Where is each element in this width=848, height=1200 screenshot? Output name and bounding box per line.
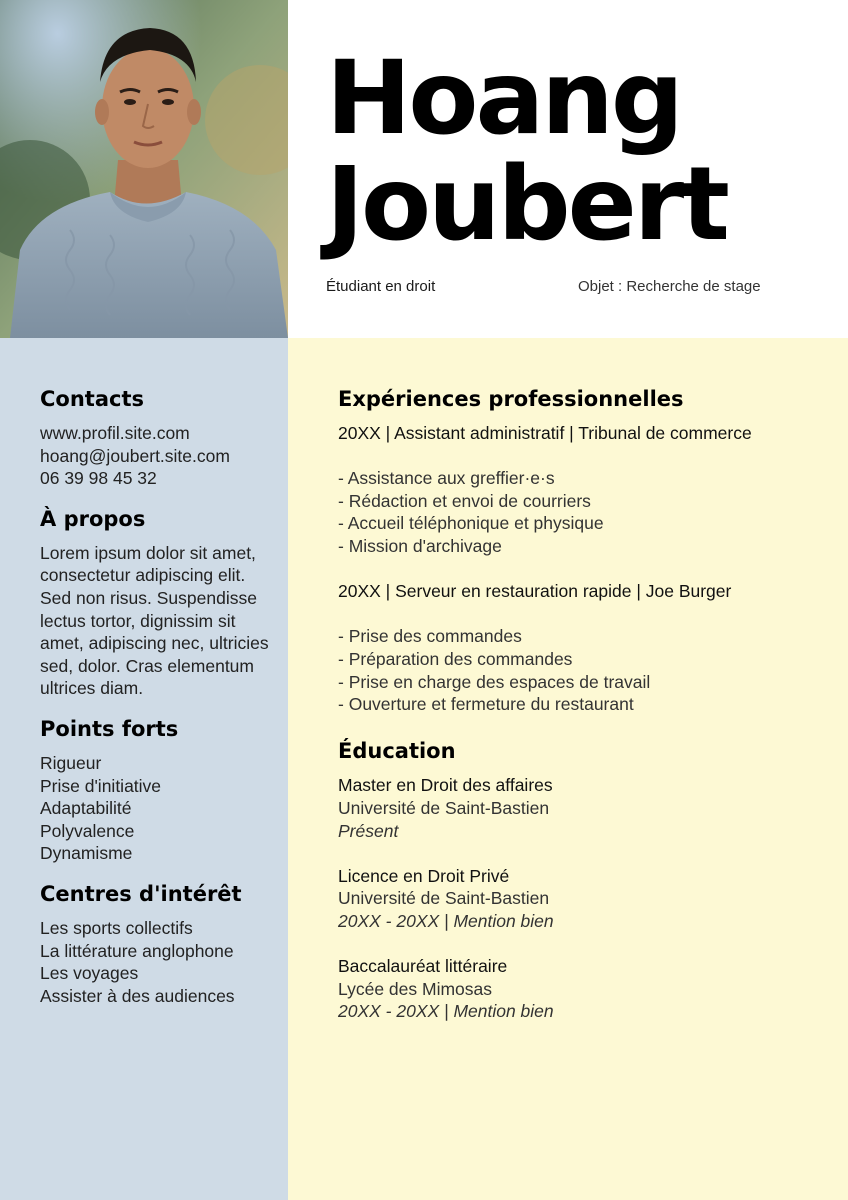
education-entry	[338, 774, 818, 842]
education-title: Éducation	[338, 739, 456, 764]
list-item: Les voyages	[40, 963, 139, 984]
about-title: À propos	[40, 506, 146, 531]
list-item: - Préparation des commandes	[338, 648, 818, 671]
list-item: - Assistance aux greffier·e·s	[338, 467, 818, 490]
contact-email[interactable]: hoang@joubert.site.com	[40, 445, 230, 466]
list-item: Dynamisme	[40, 843, 133, 864]
list-item: - Prise des commandes	[338, 625, 818, 648]
education-entry	[338, 865, 818, 933]
list-item: - Ouverture et fermeture du restaurant	[338, 693, 818, 716]
education-entry	[338, 955, 818, 1023]
contacts-title: Contacts	[40, 387, 144, 411]
job-heading: 20XX | Serveur en restauration rapide | Joe Burger	[338, 581, 732, 602]
job-heading: 20XX | Assistant administratif | Tribunal de commerce	[338, 423, 752, 443]
degree: Master en Droit des affaires	[338, 775, 553, 796]
school: Université de Saint-Bastien	[338, 888, 550, 909]
interests-title: Centres d'intérêt	[40, 881, 242, 906]
period: Présent	[338, 820, 399, 841]
strengths-title: Points forts	[40, 716, 179, 741]
period: 20XX - 20XX | Mention bien	[338, 910, 554, 931]
contact-website[interactable]: www.profil.site.com	[40, 423, 190, 443]
interests-list	[40, 917, 270, 1007]
list-item: Prise d'initiative	[40, 775, 162, 796]
list-item: - Accueil téléphonique et physique	[338, 512, 818, 535]
list-item: - Prise en charge des espaces de travail	[338, 671, 818, 694]
education-section	[338, 738, 818, 1023]
list-item: Rigueur	[40, 752, 102, 773]
list-item: - Rédaction et envoi de courriers	[338, 490, 818, 513]
list-item: La littérature anglophone	[40, 940, 234, 961]
list-item: Adaptabilité	[40, 798, 132, 819]
contact-phone: 06 39 98 45 32	[40, 468, 157, 489]
school: Université de Saint-Bastien	[338, 797, 550, 818]
degree: Licence en Droit Privé	[338, 865, 510, 886]
full-name	[326, 39, 727, 264]
degree: Baccalauréat littéraire	[338, 956, 508, 977]
list-item: Polyvalence	[40, 820, 135, 841]
strengths-list	[40, 752, 270, 865]
period: 20XX - 20XX | Mention bien	[338, 1001, 554, 1022]
main-content	[288, 338, 848, 1200]
profile-photo	[0, 0, 288, 338]
list-item: Assister à des audiences	[40, 985, 235, 1006]
about-text: Lorem ipsum dolor sit amet, consectetur adipiscing elit. Sed non risus. Suspendisse lectus tortor, dignissim sit amet, adipiscing nec, ultricies sed, dolor. Cras elementum ultrices diam.	[40, 542, 269, 699]
list-item: Les sports collectifs	[40, 917, 193, 938]
objective: Objet : Recherche de stage	[578, 278, 761, 295]
school: Lycée des Mimosas	[338, 978, 492, 999]
job-entry	[338, 422, 818, 558]
job-title: Étudiant en droit	[326, 278, 436, 295]
contacts-list	[40, 422, 270, 490]
first-name: Hoang	[326, 39, 681, 158]
last-name: Joubert	[326, 145, 727, 264]
task-list	[338, 467, 818, 557]
sidebar	[0, 338, 288, 1200]
resume-header	[288, 0, 848, 338]
job-entry	[338, 580, 818, 716]
list-item: - Mission d'archivage	[338, 535, 818, 558]
experience-title: Expériences professionnelles	[338, 387, 684, 411]
task-list	[338, 625, 818, 715]
